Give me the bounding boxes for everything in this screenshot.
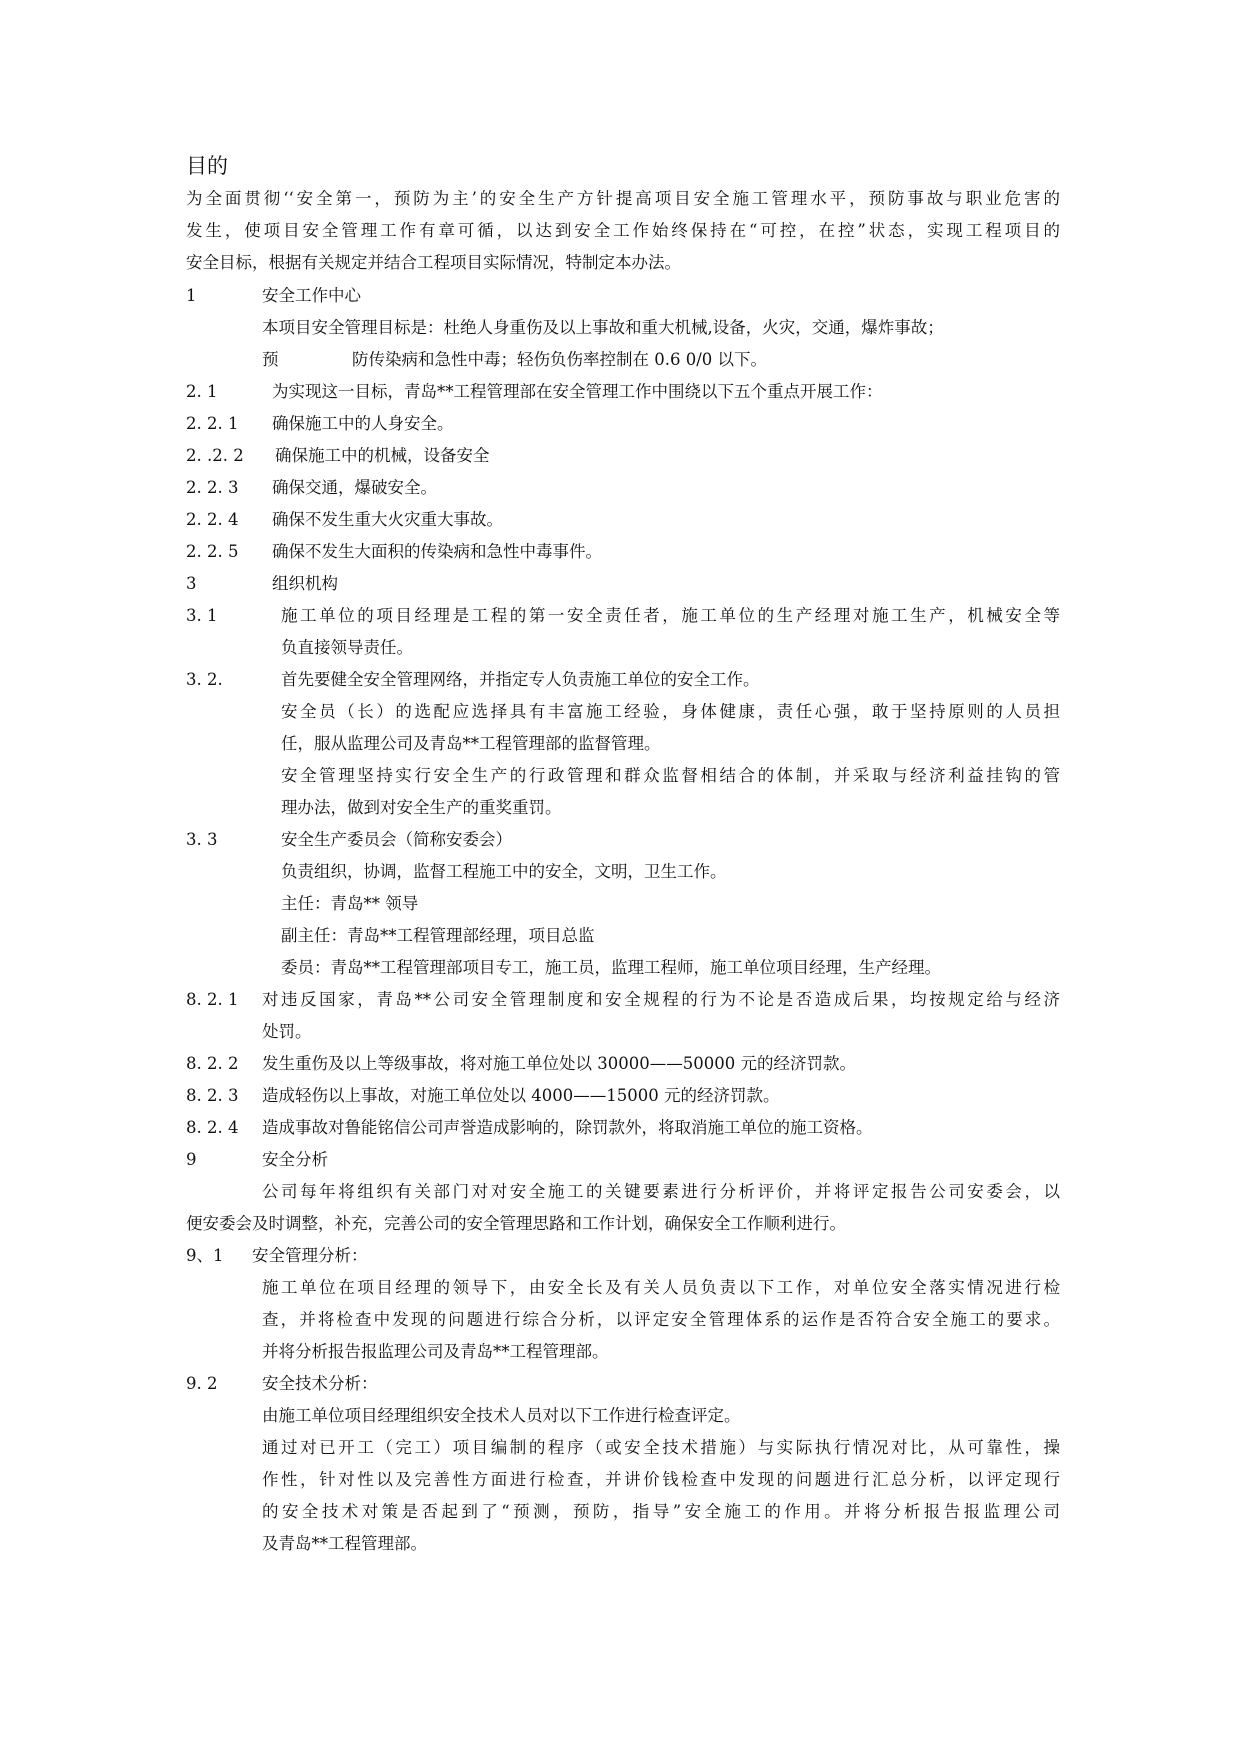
section-8-2-4-number: 8. 2. 4 xyxy=(186,1118,239,1137)
section-3-2-line-2: 安全员（长）的选配应选择具有丰富施工经验，身体健康，责任心强，敢于坚持原则的人员担 xyxy=(281,702,1060,721)
section-9-2-line-4: 的安全技术对策是否起到了“预测，预防，指导”安全施工的作用。并将分析报告报监理公司 xyxy=(262,1502,1060,1521)
section-2-1-number: 2. 1 xyxy=(186,382,218,401)
section-2-2-2-number: 2. .2. 2 xyxy=(186,446,244,465)
section-8-2-3-line-1: 造成轻伤以上事故，对施工单位处以 4000——15000 元的经济罚款。 xyxy=(262,1086,780,1105)
section-2-2-4-number: 2. 2. 4 xyxy=(186,510,239,529)
intro-line-2: 发生，使项目安全管理工作有章可循，以达到安全工作始终保持在“可控，在控”状态，实现工程项目的 xyxy=(186,221,1060,240)
section-2-2-5-number: 2. 2. 5 xyxy=(186,542,239,561)
intro-line-1: 为全面贯彻‘‘安全第一，预防为主’的安全生产方针提高项目安全施工管理水平，预防事故与职业危害的 xyxy=(186,189,1060,208)
section-3-2-number: 3. 2. xyxy=(186,670,223,689)
section-9-2-line-3: 作性，针对性以及完善性方面进行检查，并讲价钱检查中发现的问题进行汇总分析，以评定现行 xyxy=(262,1470,1060,1489)
section-3-3-line-5: 委员：青岛**工程管理部项目专工，施工员，监理工程师，施工单位项目经理，生产经理。 xyxy=(281,958,941,977)
section-8-2-3-number: 8. 2. 3 xyxy=(186,1086,239,1105)
intro-line-3: 安全目标，根据有关规定并结合工程项目实际情况，特制定本办法。 xyxy=(186,253,681,272)
section-2-2-1-text: 确保施工中的人身安全。 xyxy=(272,414,454,433)
section-3-1-number: 3. 1 xyxy=(186,606,218,625)
section-2-2-1-number: 2. 2. 1 xyxy=(186,414,239,433)
section-9-2-line-2: 通过对已开工（完工）项目编制的程序（或安全技术措施）与实际执行情况对比，从可靠性，操 xyxy=(262,1438,1060,1457)
section-8-2-1-number: 8. 2. 1 xyxy=(186,990,239,1009)
section-1-body-1: 本项目安全管理目标是：杜绝人身重伤及以上事故和重大机械,设备，火灾，交通，爆炸事故； xyxy=(262,318,944,337)
section-9-body-2: 便安委会及时调整，补充，完善公司的安全管理思路和工作计划，确保安全工作顺利进行。 xyxy=(186,1214,846,1233)
section-3-3-line-1: 安全生产委员会（简称安委会） xyxy=(281,830,512,849)
section-8-2-2-number: 8. 2. 2 xyxy=(186,1054,239,1073)
section-3-number: 3 xyxy=(186,574,197,593)
section-9-2-number: 9. 2 xyxy=(186,1374,218,1393)
section-2-2-2-text: 确保施工中的机械，设备安全 xyxy=(275,446,490,465)
section-2-2-3-text: 确保交通，爆破安全。 xyxy=(272,478,437,497)
section-9-1-line-2: 查，并将检查中发现的问题进行综合分析，以评定安全管理体系的运作是否符合安全施工的要求。 xyxy=(262,1310,1060,1329)
section-9-number: 9 xyxy=(186,1150,197,1169)
section-1-number: 1 xyxy=(186,286,197,305)
section-9-title: 安全分析 xyxy=(262,1150,328,1169)
section-3-1-line-1: 施工单位的项目经理是工程的第一安全责任者，施工单位的生产经理对施工生产，机械安全等 xyxy=(281,606,1060,625)
section-3-2-line-3: 任，服从监理公司及青岛**工程管理部的监督管理。 xyxy=(281,734,661,753)
section-8-2-1-line-2: 处罚。 xyxy=(262,1022,312,1041)
section-8-2-4-line-1: 造成事故对鲁能铭信公司声誉造成影响的，除罚款外，将取消施工单位的施工资格。 xyxy=(262,1118,873,1137)
section-3-2-line-5: 理办法，做到对安全生产的重奖重罚。 xyxy=(281,798,562,817)
section-3-2-line-1: 首先要健全安全管理网络，并指定专人负责施工单位的安全工作。 xyxy=(281,670,760,689)
section-3-3-line-2: 负责组织，协调，监督工程施工中的安全，文明，卫生工作。 xyxy=(281,862,727,881)
section-2-1-text: 为实现这一目标，青岛**工程管理部在安全管理工作中围绕以下五个重点开展工作： xyxy=(272,382,883,401)
section-3-1-line-2: 负直接领导责任。 xyxy=(281,638,413,657)
section-1-title: 安全工作中心 xyxy=(262,286,361,305)
section-9-1-line-1: 施工单位在项目经理的领导下，由安全长及有关人员负责以下工作，对单位安全落实情况进行检 xyxy=(262,1278,1060,1297)
section-9-2-line-5: 及青岛**工程管理部。 xyxy=(262,1534,427,1553)
section-3-2-line-4: 安全管理坚持实行安全生产的行政管理和群众监督相结合的体制，并采取与经济利益挂钩的管 xyxy=(281,766,1060,785)
section-9-body-1: 公司每年将组织有关部门对对安全施工的关键要素进行分析评价，并将评定报告公司安委会，以 xyxy=(262,1182,1060,1201)
section-8-2-1-line-1: 对违反国家，青岛**公司安全管理制度和安全规程的行为不论是否造成后果，均按规定给与经济 xyxy=(262,990,1060,1009)
section-9-1-line-3: 并将分析报告报监理公司及青岛**工程管理部。 xyxy=(262,1342,609,1361)
section-3-3-line-3: 主任：青岛** 领导 xyxy=(281,894,419,913)
section-9-1-number: 9、1 xyxy=(186,1246,224,1265)
section-9-2-title: 安全技术分析： xyxy=(262,1374,378,1393)
section-3-3-number: 3. 3 xyxy=(186,830,218,849)
section-3-3-line-4: 副主任：青岛**工程管理部经理，项目总监 xyxy=(281,926,595,945)
section-9-2-line-1: 由施工单位项目经理组织安全技术人员对以下工作进行检查评定。 xyxy=(262,1406,741,1425)
section-3-title: 组织机构 xyxy=(272,574,338,593)
section-8-2-2-line-1: 发生重伤及以上等级事故，将对施工单位处以 30000——50000 元的经济罚款。 xyxy=(262,1054,856,1073)
section-9-1-title: 安全管理分析： xyxy=(252,1246,368,1265)
section-1-body-2b: 防传染病和急性中毒；轻伤负伤率控制在 0.6 0/0 以下。 xyxy=(352,350,768,369)
section-1-body-2a: 预 xyxy=(262,350,279,369)
section-2-2-5-text: 确保不发生大面积的传染病和急性中毒事件。 xyxy=(272,542,602,561)
section-2-2-3-number: 2. 2. 3 xyxy=(186,478,239,497)
doc-title: 目的 xyxy=(186,154,228,178)
section-2-2-4-text: 确保不发生重大火灾重大事故。 xyxy=(272,510,503,529)
